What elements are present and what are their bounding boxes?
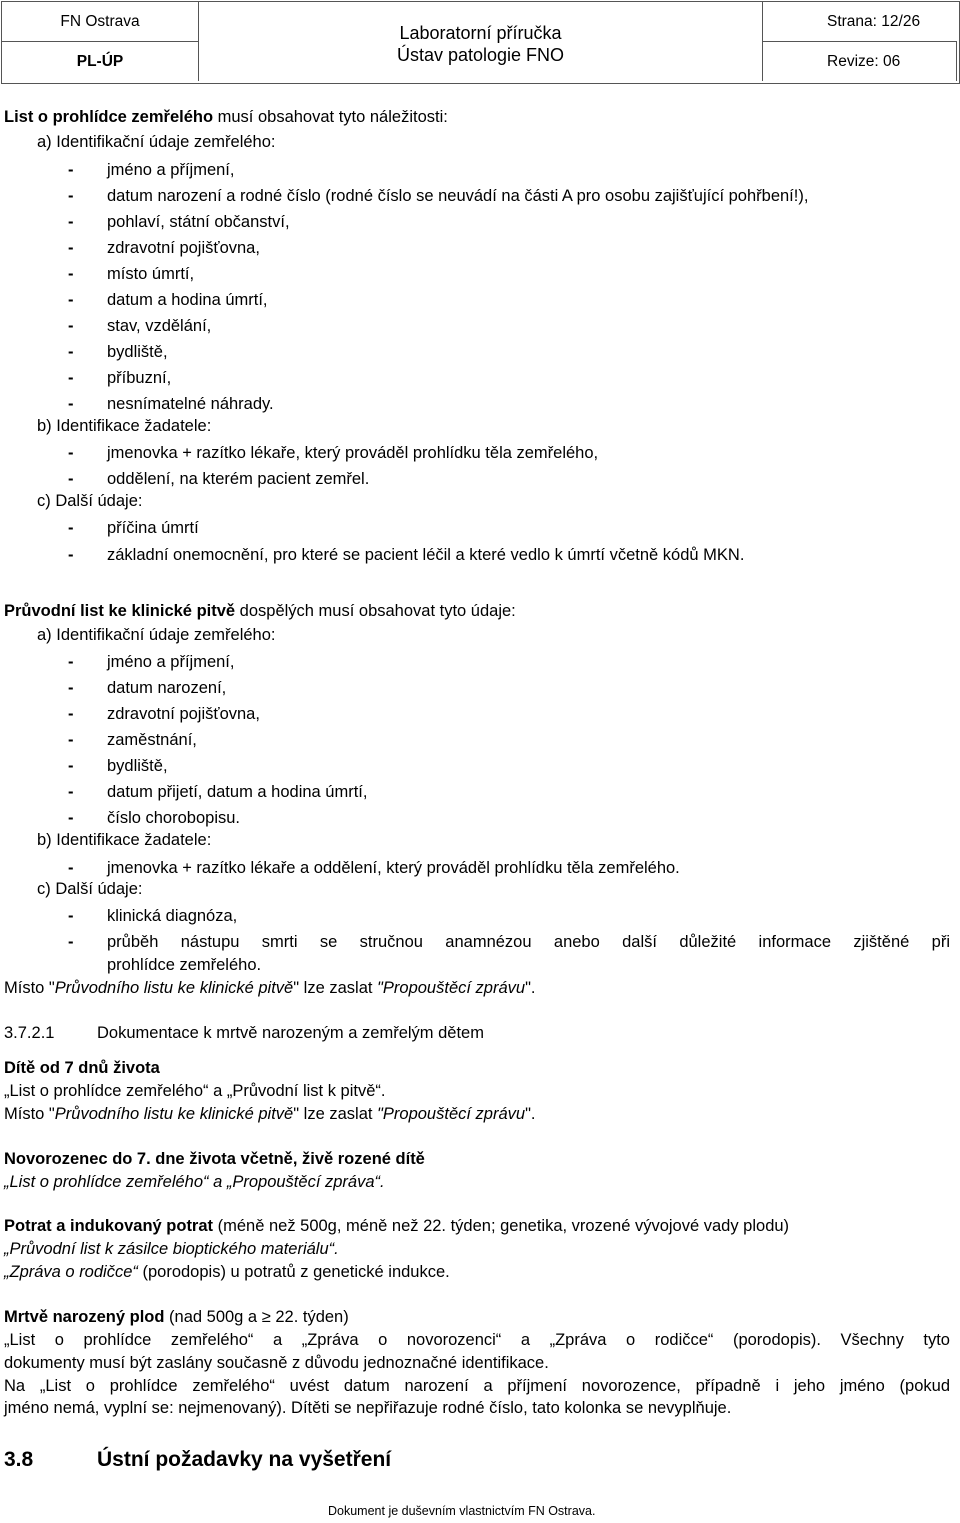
child-misto-note (4, 1104, 536, 1124)
bullet-dash: - (68, 757, 74, 775)
stillborn-p2-line2 (4, 1398, 731, 1418)
text-run: Průvodní list ke klinické pitvě (4, 602, 236, 620)
bullet-dash: - (68, 369, 74, 387)
section2-c-label (37, 879, 142, 899)
text-run: Potrat a indukovaný potrat (4, 1217, 214, 1235)
text-run: "Propouštěcí zprávu (377, 979, 526, 997)
text-run: nesnímatelné náhrady. (107, 395, 274, 413)
text-run: datum přijetí, datum a hodina úmrtí, (107, 783, 368, 801)
text-run: jméno a příjmení, (107, 161, 235, 179)
section2-a-item (107, 652, 234, 672)
text-run: „Zpráva o rodičce“ (4, 1263, 138, 1281)
section2-b-item (107, 858, 680, 878)
bullet-dash: - (68, 907, 74, 925)
text-run: oddělení, na kterém pacient zemřel. (107, 470, 370, 488)
header-org: FN Ostrava (2, 2, 199, 42)
section2-c-item (107, 906, 237, 926)
text-run: datum narození, (107, 679, 227, 697)
text-run: " lze zaslat (293, 1105, 378, 1123)
text-run: jmenovka + razítko lékaře, který prováděl prohlídku těla zemřelého, (107, 444, 599, 462)
text-run: a) Identifikační údaje zemřelého: (37, 626, 276, 644)
text-run: (méně než 500g, méně než 22. týden; genetika, vrozené vývojové vady plodu) (213, 1217, 790, 1235)
text-run: List o prohlídce zemřelého (4, 108, 214, 126)
footer-note: Dokument je duševním vlastnictvím FN Ostrava. (328, 1504, 596, 1518)
text-run: Ústní požadavky na vyšetření (97, 1448, 392, 1471)
section1-a-item (107, 160, 234, 180)
section2-misto-note (4, 978, 536, 998)
text-run: b) Identifikace žadatele: (37, 417, 212, 435)
section1-a-label (37, 132, 275, 152)
text-run: (nad 500g a ≥ 22. týden) (164, 1308, 349, 1326)
text-run: Místo " (4, 979, 55, 997)
bullet-dash: - (68, 546, 74, 564)
section1-a-item (107, 316, 211, 336)
text-run: dokumenty musí být zaslány současně z důvodu jednoznačné identifikace. (4, 1354, 549, 1372)
section2-a-label (37, 625, 275, 645)
text-run: místo úmrtí, (107, 265, 195, 283)
section1-b-item (107, 469, 369, 489)
fetus-line1 (4, 1239, 339, 1259)
header-title: Laboratorní příručka (399, 22, 562, 43)
section-title (97, 1450, 391, 1470)
header-revision: Revize: 06 (763, 42, 957, 81)
text-run: b) Identifikace žadatele: (37, 831, 212, 849)
bullet-dash: - (68, 731, 74, 749)
text-run: datum narození a rodné číslo (rodné číslo se neuvádí na části A pro osobu zajišťující pohřbení!), (107, 187, 809, 205)
bullet-dash: - (68, 444, 74, 462)
bullet-dash: - (68, 653, 74, 671)
text-run: ". (525, 979, 536, 997)
text-run: příbuzní, (107, 369, 172, 387)
bullet-dash: - (68, 265, 74, 283)
text-run: „Průvodní list k zásilce bioptického materiálu“. (4, 1240, 339, 1258)
text-run: c) Další údaje: (37, 880, 143, 898)
stillborn-p1-line2 (4, 1353, 549, 1373)
bullet-dash: - (68, 291, 74, 309)
bullet-dash: - (68, 187, 74, 205)
section1-c-item (107, 545, 744, 565)
bullet-dash: - (68, 933, 74, 951)
section2-a-item (107, 756, 168, 776)
text-run: Průvodního listu ke klinické pitvě (54, 979, 294, 997)
text-run: číslo chorobopisu. (107, 809, 240, 827)
text-run: Průvodního listu ke klinické pitvě (54, 1105, 294, 1123)
child-heading (4, 1058, 160, 1078)
text-run: „List o prohlídce zemřelého“ a „Zpráva o novorozenci“ a „Zpráva o rodičce“ (porodopis). Všechny tyto (4, 1331, 950, 1349)
bullet-dash: - (68, 343, 74, 361)
bullet-dash: - (68, 161, 74, 179)
text-run: jmenovka + razítko lékaře a oddělení, který prováděl prohlídku těla zemřelého. (107, 859, 680, 877)
bullet-dash: - (68, 809, 74, 827)
section1-a-item (107, 368, 171, 388)
text-run: zdravotní pojišťovna, (107, 705, 260, 723)
text-run: (porodopis) u potratů z genetické indukce. (137, 1263, 450, 1281)
text-run: pohlaví, státní občanství, (107, 213, 290, 231)
text-run: klinická diagnóza, (107, 907, 238, 925)
section2-a-item (107, 782, 367, 802)
section1-a-item (107, 212, 290, 232)
section2-c-item-long-cont (107, 955, 261, 975)
section1-intro (4, 107, 448, 127)
bullet-dash: - (68, 470, 74, 488)
bullet-dash: - (68, 213, 74, 231)
text-run: Mrtvě narozený plod (4, 1308, 165, 1326)
text-run: Novorozenec do 7. dne života včetně, živě rozené dítě (4, 1150, 425, 1168)
fetus-line2 (4, 1262, 450, 1282)
section2-c-item-long (107, 932, 950, 952)
text-run: c) Další údaje: (37, 492, 143, 510)
section1-a-item (107, 290, 268, 310)
subsection-title (97, 1023, 484, 1043)
text-run: zdravotní pojišťovna, (107, 239, 260, 257)
section2-a-item (107, 730, 197, 750)
text-run: " lze zaslat (293, 979, 378, 997)
bullet-dash: - (68, 395, 74, 413)
section1-b-label (37, 416, 211, 436)
newborn-heading (4, 1149, 425, 1169)
section1-c-item (107, 518, 199, 538)
text-run: jméno a příjmení, (107, 653, 235, 671)
text-run: příčina úmrtí (107, 519, 199, 537)
stillborn-p1-line1 (4, 1330, 950, 1350)
header-subtitle: Ústav patologie FNO (396, 44, 565, 65)
bullet-dash: - (68, 859, 74, 877)
fetus-heading (4, 1216, 789, 1236)
stillborn-heading (4, 1307, 349, 1327)
section1-a-item (107, 186, 808, 206)
text-run: zaměstnání, (107, 731, 197, 749)
section2-a-item (107, 678, 226, 698)
document-header (1, 1, 960, 84)
section1-a-item (107, 342, 168, 362)
text-run: stav, vzdělání, (107, 317, 212, 335)
subsection-number (4, 1023, 54, 1043)
text-run: dospělých musí obsahovat tyto údaje: (235, 602, 516, 620)
bullet-dash: - (68, 239, 74, 257)
section2-a-item (107, 704, 260, 724)
text-run: prohlídce zemřelého. (107, 956, 262, 974)
text-run: „List o prohlídce zemřelého“ a „Propouštěcí zpráva“. (4, 1173, 385, 1191)
text-run: ". (525, 1105, 536, 1123)
bullet-dash: - (68, 783, 74, 801)
text-run: 3.7.2.1 (4, 1024, 55, 1042)
text-run: musí obsahovat tyto náležitosti: (213, 108, 448, 126)
section2-a-item (107, 808, 240, 828)
text-run: jméno nemá, vyplní se: nejmenovaný). Dítěti se nepřiřazuje rodné číslo, tato kolonka se nevyplňuje. (4, 1399, 732, 1417)
section2-intro (4, 601, 516, 621)
child-line (4, 1081, 386, 1101)
newborn-line (4, 1172, 385, 1192)
text-run: "Propouštěcí zprávu (377, 1105, 526, 1123)
header-dept-code: PL-ÚP (2, 42, 199, 81)
text-run: Dítě od 7 dnů života (4, 1059, 160, 1077)
text-run: Na „List o prohlídce zemřelého“ uvést datum narození a příjmení novorozence, případně i jeho jméno (pokud (4, 1377, 950, 1395)
section1-c-label (37, 491, 142, 511)
section2-b-label (37, 830, 211, 850)
header-title-block (199, 2, 763, 81)
text-run: datum a hodina úmrtí, (107, 291, 268, 309)
bullet-dash: - (68, 705, 74, 723)
header-page: Strana: 12/26 (763, 2, 957, 42)
text-run: průběh nástupu smrti se stručnou anamnézou anebo další důležité informace zjištěné při (107, 933, 950, 951)
stillborn-p2-line1 (4, 1376, 950, 1396)
text-run: a) Identifikační údaje zemřelého: (37, 133, 276, 151)
text-run: bydliště, (107, 343, 168, 361)
text-run: bydliště, (107, 757, 168, 775)
section1-a-item (107, 264, 194, 284)
text-run: Místo " (4, 1105, 55, 1123)
bullet-dash: - (68, 317, 74, 335)
section-number (4, 1450, 33, 1470)
text-run: základní onemocnění, pro které se pacient léčil a které vedlo k úmrtí včetně kódů MKN. (107, 546, 745, 564)
text-run: „List o prohlídce zemřelého“ a „Průvodní list k pitvě“. (4, 1082, 386, 1100)
text-run: Dokumentace k mrtvě narozeným a zemřelým dětem (97, 1024, 484, 1042)
section1-a-item (107, 238, 260, 258)
section1-b-item (107, 443, 598, 463)
bullet-dash: - (68, 519, 74, 537)
section1-a-item (107, 394, 274, 414)
bullet-dash: - (68, 679, 74, 697)
text-run: 3.8 (4, 1448, 34, 1471)
